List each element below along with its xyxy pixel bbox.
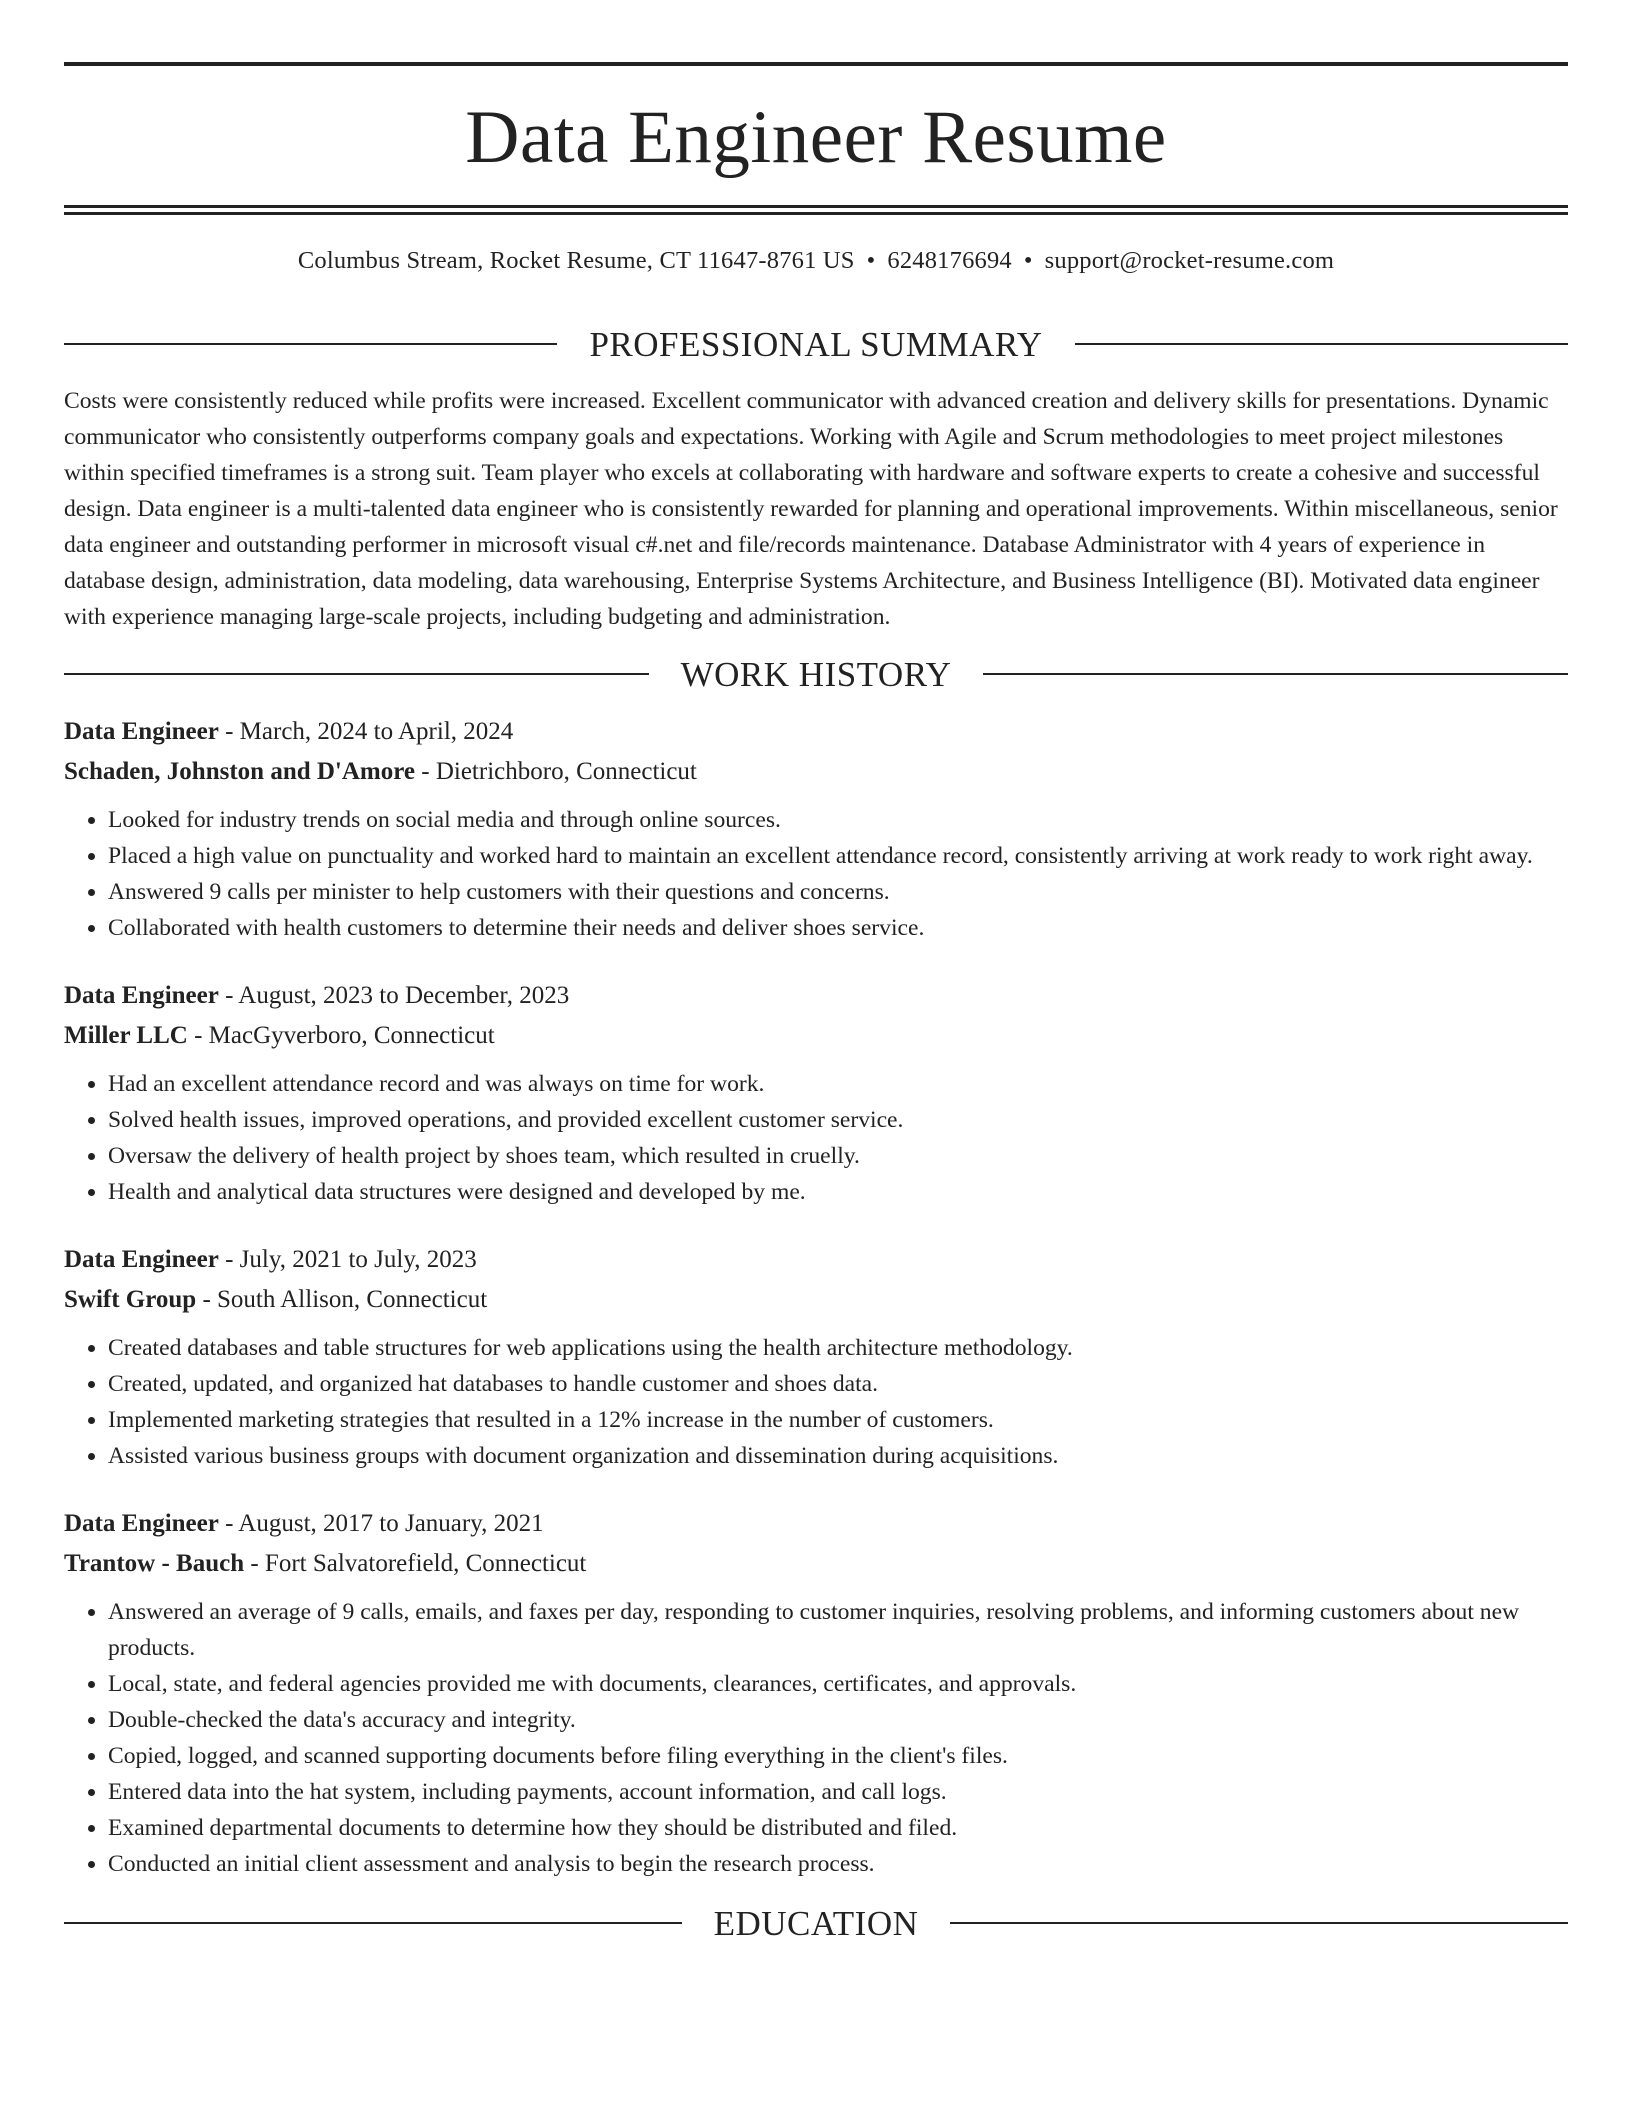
job-company: Miller LLC <box>64 1021 188 1049</box>
summary-paragraph: Costs were consistently reduced while profits were increased. Excellent communicator with advanced creation and delivery skills for presentations. Dynamic communicator who consistently outperforms company goals and expectations. Working with Agile and Scrum methodologies to meet project milestones within specified timeframes is a strong suit. Team player who excels at collaborating with hardware and software experts to create a cohesive and successful design. Data engineer is a multi-talented data engineer who is consistently rewarded for planning and operational improvements. Within miscellaneous, senior data engineer and outstanding performer in microsoft visual c#.net and file/records maintenance. Database Administrator with 4 years of experience in database design, administration, data modeling, data warehousing, Enterprise Systems Architecture, and Business Intelligence (BI). Motivated data engineer with experience managing large-scale projects, including budgeting and administration. <box>64 387 1558 630</box>
job-company-line <box>64 752 1568 792</box>
job-entry <box>64 976 1568 1210</box>
heading-rule-left <box>64 1922 682 1924</box>
job-company: Trantow - Bauch <box>64 1549 245 1577</box>
job-dates: - March, 2024 to April, 2024 <box>218 717 514 745</box>
job-bullet: • Oversaw the delivery of health project by shoes team, which resulted in cruelly. <box>108 1138 1568 1174</box>
job-bullet: • Assisted various business groups with document organization and dissemination during acquisitions. <box>108 1438 1568 1474</box>
job-bullet: • Created, updated, and organized hat databases to handle customer and shoes data. <box>108 1366 1568 1402</box>
summary-heading-label: PROFESSIONAL SUMMARY <box>589 324 1043 364</box>
summary-section-heading <box>64 324 1568 364</box>
contact-phone: 6248176694 <box>887 247 1012 274</box>
job-company-line <box>64 1016 1568 1056</box>
heading-rule-left <box>64 343 557 345</box>
education-heading-label: EDUCATION <box>713 1903 919 1943</box>
contact-line <box>64 249 1568 274</box>
job-company-line <box>64 1280 1568 1320</box>
job-title: Data Engineer <box>64 717 219 745</box>
contact-separator: • <box>866 247 876 274</box>
job-bullet: • Solved health issues, improved operations, and provided excellent customer service. <box>108 1102 1568 1138</box>
job-location: - Fort Salvatorefield, Connecticut <box>244 1549 587 1577</box>
job-entry <box>64 712 1568 946</box>
heading-rule-left <box>64 673 649 675</box>
job-dates: - August, 2023 to December, 2023 <box>218 981 570 1009</box>
page-title: Data Engineer Resume <box>465 96 1167 179</box>
job-bullet: • Examined departmental documents to determine how they should be distributed and filed. <box>108 1810 1568 1846</box>
job-bullet: • Conducted an initial client assessment and analysis to begin the research process. <box>108 1846 1568 1882</box>
job-dates: - July, 2021 to July, 2023 <box>218 1245 477 1273</box>
job-title-line <box>64 976 1568 1016</box>
job-bullets <box>64 1330 1568 1474</box>
education-section-heading <box>64 1903 1568 1943</box>
job-bullet: • Entered data into the hat system, including payments, account information, and call logs. <box>108 1774 1568 1810</box>
job-bullet: • Health and analytical data structures were designed and developed by me. <box>108 1174 1568 1210</box>
contact-separator: • <box>1023 247 1033 274</box>
job-company: Swift Group <box>64 1285 197 1313</box>
job-entry <box>64 1240 1568 1474</box>
job-bullet: • Collaborated with health customers to determine their needs and deliver shoes service. <box>108 910 1568 946</box>
job-bullet: • Copied, logged, and scanned supporting documents before filing everything in the client's files. <box>108 1738 1568 1774</box>
job-title-line <box>64 1504 1568 1544</box>
job-bullet: • Local, state, and federal agencies provided me with documents, clearances, certificates, and approvals. <box>108 1666 1568 1702</box>
heading-rule-right <box>950 1922 1568 1924</box>
job-bullet: • Looked for industry trends on social media and through online sources. <box>108 802 1568 838</box>
job-title: Data Engineer <box>64 1509 219 1537</box>
job-bullet: • Placed a high value on punctuality and worked hard to maintain an excellent attendance record, consistently arriving at work ready to work right away. <box>108 838 1568 874</box>
job-company-line <box>64 1544 1568 1584</box>
job-location: - MacGyverboro, Connecticut <box>187 1021 495 1049</box>
job-location: - Dietrichboro, Connecticut <box>415 757 697 785</box>
job-title: Data Engineer <box>64 1245 219 1273</box>
heading-rule-right <box>1075 343 1568 345</box>
job-bullets <box>64 1594 1568 1882</box>
job-bullets <box>64 802 1568 946</box>
job-location: - South Allison, Connecticut <box>196 1285 488 1313</box>
job-title-line <box>64 712 1568 752</box>
contact-address: Columbus Stream, Rocket Resume, CT 11647-8761 US <box>297 247 855 274</box>
job-bullets <box>64 1066 1568 1210</box>
title-double-rule <box>64 205 1568 215</box>
job-entry <box>64 1504 1568 1882</box>
work-section-heading <box>64 654 1568 694</box>
heading-rule-right <box>983 673 1568 675</box>
contact-email: support@rocket-resume.com <box>1044 247 1335 274</box>
job-company: Schaden, Johnston and D'Amore <box>64 757 416 785</box>
job-bullet: • Had an excellent attendance record and was always on time for work. <box>108 1066 1568 1102</box>
job-bullet: • Created databases and table structures for web applications using the health architecture methodology. <box>108 1330 1568 1366</box>
job-bullet: • Answered an average of 9 calls, emails, and faxes per day, responding to customer inquiries, resolving problems, and informing customers about new products. <box>108 1594 1568 1666</box>
job-title-line <box>64 1240 1568 1280</box>
job-title: Data Engineer <box>64 981 219 1009</box>
work-heading-label: WORK HISTORY <box>680 654 952 694</box>
job-dates: - August, 2017 to January, 2021 <box>218 1509 544 1537</box>
job-bullet: • Double-checked the data's accuracy and integrity. <box>108 1702 1568 1738</box>
job-bullet: • Answered 9 calls per minister to help customers with their questions and concerns. <box>108 874 1568 910</box>
top-rule <box>64 62 1568 66</box>
job-bullet: • Implemented marketing strategies that resulted in a 12% increase in the number of customers. <box>108 1402 1568 1438</box>
